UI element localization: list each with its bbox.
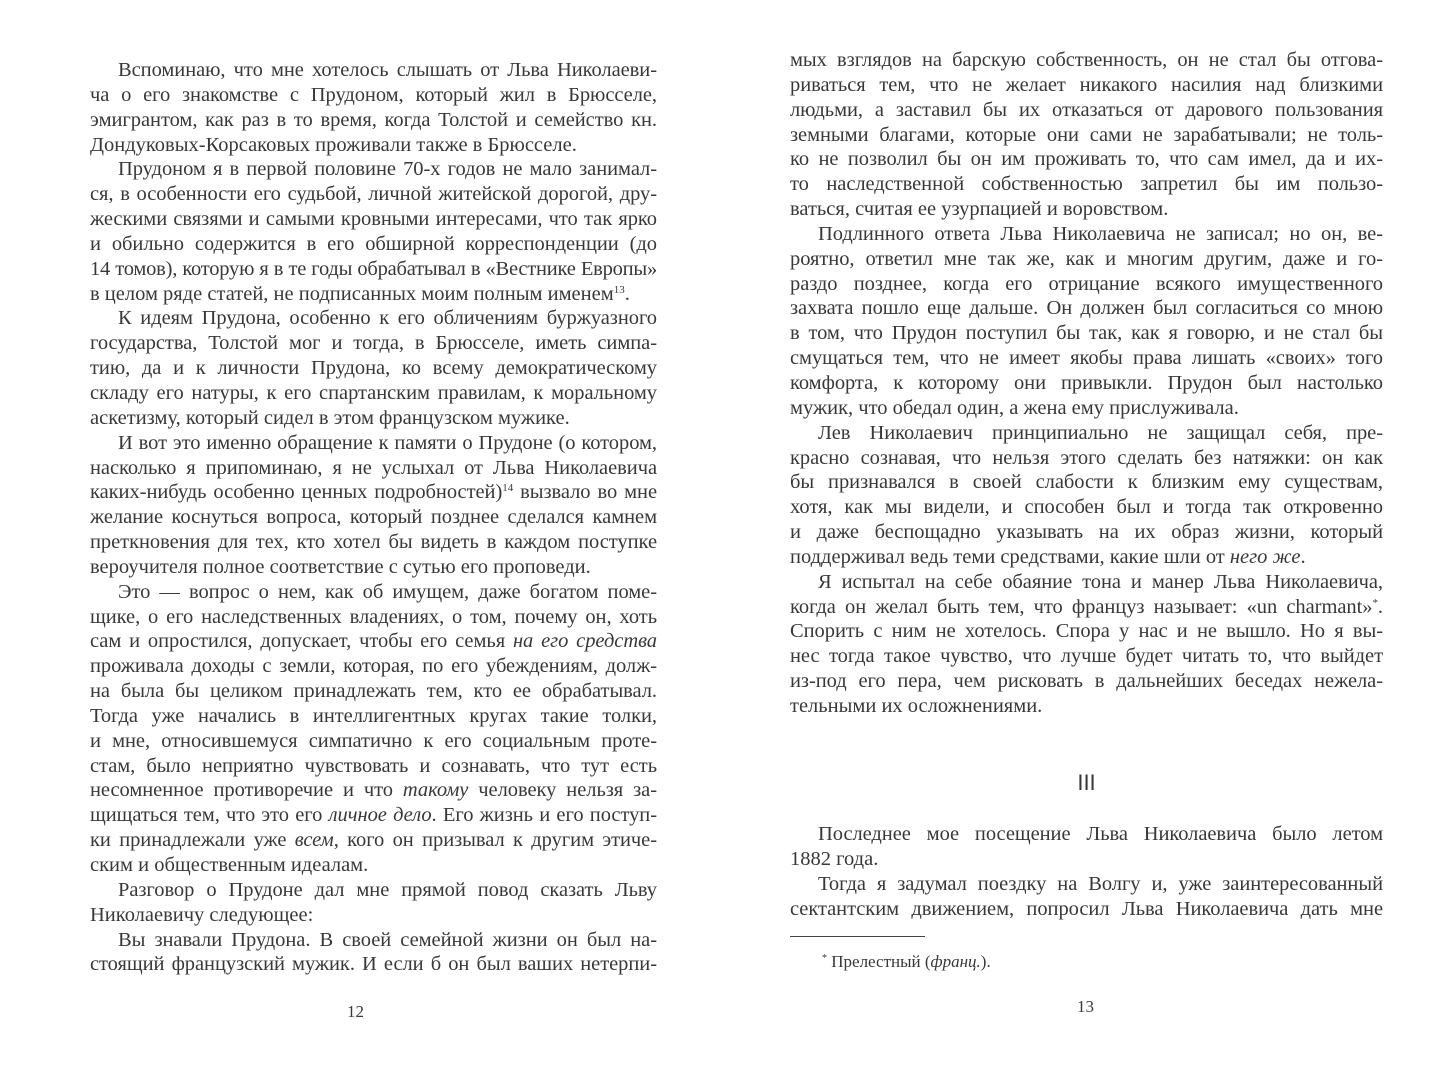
text-segment: Николаевичу следующее:: [90, 903, 314, 926]
text-segment: эмигрантом, как раз в то время, когда Толстой и семейство кн.: [90, 108, 657, 131]
text-segment: красно сознавая, что нельзя этого сделать без натяжки: он как: [790, 446, 1383, 469]
text-segment: ча о его знакомстве с Прудоном, который жил в Брюсселе,: [90, 83, 657, 106]
text-line: [90, 605, 657, 630]
right-page: [718, 0, 1436, 1080]
text-line: [790, 470, 1383, 495]
page-body-text: [790, 48, 1383, 719]
text-line: [90, 232, 657, 257]
text-line: [90, 157, 657, 182]
text-segment: бы признавался в своей слабости к близким ему существам,: [790, 471, 1383, 494]
text-line: [90, 803, 657, 828]
text-line: [790, 296, 1383, 321]
text-line: [790, 847, 1383, 872]
text-segment: Подлинного ответа Льва Николаевича не записал; но он, ве-: [818, 222, 1383, 245]
text-segment: в целом ряде статей, не подписанных моим полным именем: [90, 282, 614, 305]
text-line: [90, 952, 657, 977]
text-line: [790, 694, 1383, 719]
text-segment: земными благами, которые они сами не зарабатывали; не толь-: [790, 123, 1383, 146]
text-line: [90, 530, 657, 555]
text-line: [790, 495, 1383, 520]
text-segment: сам и опростился, допускает, чтобы его семья: [90, 630, 513, 653]
text-segment: ко не позволил бы он им проживать то, что сам имел, да и их-: [790, 148, 1383, 171]
text-segment: вероучителя полное соответствие с сутью его проповеди.: [90, 555, 591, 578]
text-segment: складу его натуры, к его спартанским правилам, к моральному: [90, 381, 657, 404]
text-segment: 14 томов), которую я в те годы обрабатывал в «Вестнике Европы»: [90, 257, 657, 280]
text-segment: в том, что Прудон поступил бы так, как я говорю, и не стал бы: [790, 322, 1383, 345]
text-line: [790, 872, 1383, 897]
text-segment: , кого он призывал к другим этиче-: [333, 829, 658, 852]
text-line: [90, 431, 657, 456]
text-line: [90, 778, 657, 803]
section-heading: III: [1077, 770, 1096, 795]
text-segment: ки принадлежали уже: [90, 829, 295, 852]
text-segment: Спорить с ним не хотелось. Спора у нас и не вышло. Но я вы-: [790, 620, 1383, 643]
text-line: [90, 207, 657, 232]
text-segment: проживала доходы с земли, которая, по его убеждениям, долж-: [90, 655, 657, 678]
footnote-reference: 13: [613, 283, 625, 296]
italic-text: такому: [402, 779, 469, 802]
text-line: [790, 570, 1383, 595]
text-segment: раздо позднее, когда его отрицание всякого имущественного: [790, 272, 1383, 295]
text-segment: мужик, что обедал один, а жена ему прислуживала.: [790, 396, 1239, 419]
text-segment: когда он желал быть тем, что француз называет: «un charmant»: [790, 595, 1373, 618]
italic-text: на его средства: [512, 630, 657, 653]
text-segment: насколько я припоминаю, я не услыхал от Льва Николаевича: [90, 456, 657, 479]
text-segment: жескими связями и самыми кровными интересами, что так ярко: [90, 208, 657, 231]
text-segment: и мне, относившемуся симпатично к его социальным проте-: [90, 729, 657, 752]
text-line: [790, 172, 1383, 197]
text-segment: людьми, а заставил бы их отказаться от дарового пользования: [790, 98, 1383, 121]
text-line: [90, 505, 657, 530]
text-line: [90, 754, 657, 779]
text-segment: ским и общественным идеалам.: [90, 854, 369, 876]
text-segment: ваться, считая ее узурпацией и воровством.: [790, 198, 1169, 221]
text-segment: .: [624, 282, 630, 305]
text-line: [90, 878, 657, 903]
text-line: [790, 272, 1383, 297]
text-line: [790, 520, 1383, 545]
text-segment: . Его жизнь и его поступ-: [431, 804, 658, 827]
text-segment: риваться тем, что не желает никакого насилия над близкими: [790, 73, 1383, 96]
text-line: [790, 595, 1383, 620]
text-line: [790, 147, 1383, 172]
text-segment: Дондуковых-Корсаковых проживали также в Брюсселе.: [90, 133, 577, 156]
text-line: [90, 83, 657, 108]
text-line: [90, 580, 657, 605]
text-segment: желание коснуться вопроса, который позднее сделался камнем: [90, 506, 657, 529]
text-line: [90, 629, 657, 654]
text-segment: из-под его пера, чем рисковать в дальнейших беседах нежела-: [790, 670, 1383, 693]
text-line: [90, 928, 657, 953]
text-segment: .: [1300, 545, 1306, 568]
text-line: [90, 555, 657, 580]
text-segment: Вы знавали Прудона. В своей семейной жизни он был на-: [118, 928, 657, 951]
footnote-reference: *: [1372, 596, 1378, 609]
text-segment: роятно, ответил мне так же, как и многим другим, даже и го-: [790, 247, 1383, 270]
text-line: [90, 58, 657, 83]
text-segment: И вот это именно обращение к памяти о Прудоне (о котором,: [118, 431, 657, 454]
footnote-italic: франц.: [930, 952, 981, 971]
text-segment: комфорта, к которому они привыкли. Прудон был настолько: [790, 371, 1383, 394]
text-line: [790, 321, 1383, 346]
text-line: [790, 222, 1383, 247]
footnote-end: ).: [980, 952, 991, 971]
text-segment: на была бы целиком принадлежать тем, кто ее обрабатывал.: [90, 680, 657, 703]
text-segment: мых взглядов на барскую собственность, он не стал бы отгова-: [790, 49, 1383, 71]
text-segment: Разговор о Прудоне дал мне прямой повод сказать Льву: [118, 878, 657, 901]
text-line: [90, 282, 657, 307]
text-segment: тельными их осложнениями.: [790, 694, 1043, 717]
text-line: [790, 371, 1383, 396]
text-line: [790, 619, 1383, 644]
text-line: [90, 456, 657, 481]
text-segment: поддерживал ведь теми средствами, какие шли от: [790, 545, 1230, 568]
text-segment: каких-нибудь особенно ценных подробностей): [90, 481, 503, 504]
text-segment: ся, в особенности его судьбой, личной житейской дорогой, дру-: [90, 183, 657, 206]
italic-text: него же: [1229, 545, 1301, 568]
text-segment: Я испытал на себе обаяние тона и манер Льва Николаевича,: [818, 570, 1383, 593]
text-line: [790, 48, 1383, 73]
text-segment: то наследственной собственностью запретил бы им пользо-: [790, 173, 1383, 196]
text-segment: щике, о его наследственных владениях, о том, почему он, хоть: [90, 605, 657, 628]
text-line: [790, 822, 1383, 847]
text-segment: Прудоном я в первой половине 70-х годов не мало занимал-: [118, 158, 657, 181]
text-segment: аскетизму, который сидел в этом французском мужике.: [90, 406, 570, 429]
text-segment: сектантским движением, попросил Льва Николаевича дать мне: [790, 897, 1383, 920]
text-line: [790, 396, 1383, 421]
text-segment: человеку нельзя за-: [468, 779, 657, 802]
text-line: [790, 73, 1383, 98]
text-segment: Это — вопрос о нем, как об имущем, даже богатом поме-: [118, 580, 657, 603]
text-segment: и даже беспощадно указывать на их образ жизни, который: [790, 521, 1383, 544]
italic-text: всем: [294, 829, 334, 852]
text-line: [90, 729, 657, 754]
text-segment: стоящий французский мужик. И если б он был ваших нетерпи-: [90, 953, 657, 976]
text-segment: 1882 года.: [790, 847, 879, 870]
section-body-text: [790, 822, 1383, 921]
text-line: [90, 704, 657, 729]
page-number: 12: [347, 1002, 364, 1021]
text-line: [790, 346, 1383, 371]
text-segment: нес тогда такое чувство, что лучше будет читать то, что выйдет: [790, 645, 1383, 668]
text-line: [790, 644, 1383, 669]
text-line: [90, 853, 657, 878]
text-line: [790, 197, 1383, 222]
text-segment: Тогда я задумал поездку на Волгу и, уже заинтересованный: [818, 872, 1383, 895]
text-segment: К идеям Прудона, особенно к его обличениям буржуазного: [118, 307, 657, 330]
footnote-separator: [790, 936, 925, 937]
footnote-reference: 14: [502, 482, 514, 495]
italic-text: личное дело: [328, 804, 432, 827]
page-number: 13: [1077, 997, 1094, 1016]
text-line: [90, 480, 657, 505]
text-line: [790, 123, 1383, 148]
text-segment: хотя, как мы видели, и способен был и тогда так откровенно: [790, 496, 1383, 519]
text-line: [90, 182, 657, 207]
text-segment: и обильно содержится в его обширной корреспонденции (до: [90, 232, 657, 255]
text-line: [90, 828, 657, 853]
text-segment: Последнее мое посещение Льва Николаевича было летом: [818, 823, 1383, 845]
text-segment: преткновения для тех, кто хотел бы видеть в каждом поступке: [90, 531, 657, 554]
text-line: [790, 545, 1383, 570]
text-line: [90, 133, 657, 158]
text-segment: .: [1377, 595, 1383, 618]
text-line: [90, 679, 657, 704]
text-segment: государства, Толстой мог и тогда, в Брюсселе, иметь симпа-: [90, 332, 657, 355]
footnote-text: Прелестный (: [831, 952, 931, 971]
text-line: [90, 903, 657, 928]
text-segment: Вспоминаю, что мне хотелось слышать от Льва Николаеви-: [118, 59, 657, 81]
text-line: [90, 381, 657, 406]
text-segment: Лев Николаевич принципиально не защищал себя, пре-: [818, 421, 1383, 444]
footnote: [822, 952, 991, 972]
text-segment: Тогда уже начались в интеллигентных кругах такие толки,: [90, 704, 657, 727]
text-line: [790, 897, 1383, 922]
text-line: [90, 331, 657, 356]
text-line: [90, 406, 657, 431]
text-segment: стам, было неприятно чувствовать и сознавать, что тут есть: [90, 754, 657, 777]
text-line: [90, 654, 657, 679]
text-line: [90, 306, 657, 331]
text-segment: вызвало во мне: [513, 481, 657, 504]
text-segment: захвата пошло еще дальше. Он должен был согласиться со мною: [790, 297, 1383, 320]
text-line: [90, 108, 657, 133]
text-segment: тию, да и к личности Прудона, ко всему демократическому: [90, 357, 657, 380]
text-segment: смущаться тем, что не имеет якобы права лишать «своих» того: [790, 347, 1383, 370]
text-line: [790, 446, 1383, 471]
footnote-mark: *: [822, 953, 827, 964]
text-line: [790, 98, 1383, 123]
text-line: [790, 669, 1383, 694]
text-line: [90, 356, 657, 381]
text-segment: щищаться тем, что это его: [90, 804, 329, 827]
text-line: [790, 247, 1383, 272]
text-line: [90, 257, 657, 282]
text-line: [790, 421, 1383, 446]
page-body-text: [90, 58, 657, 977]
text-segment: несомненное противоречие и что: [90, 779, 403, 802]
